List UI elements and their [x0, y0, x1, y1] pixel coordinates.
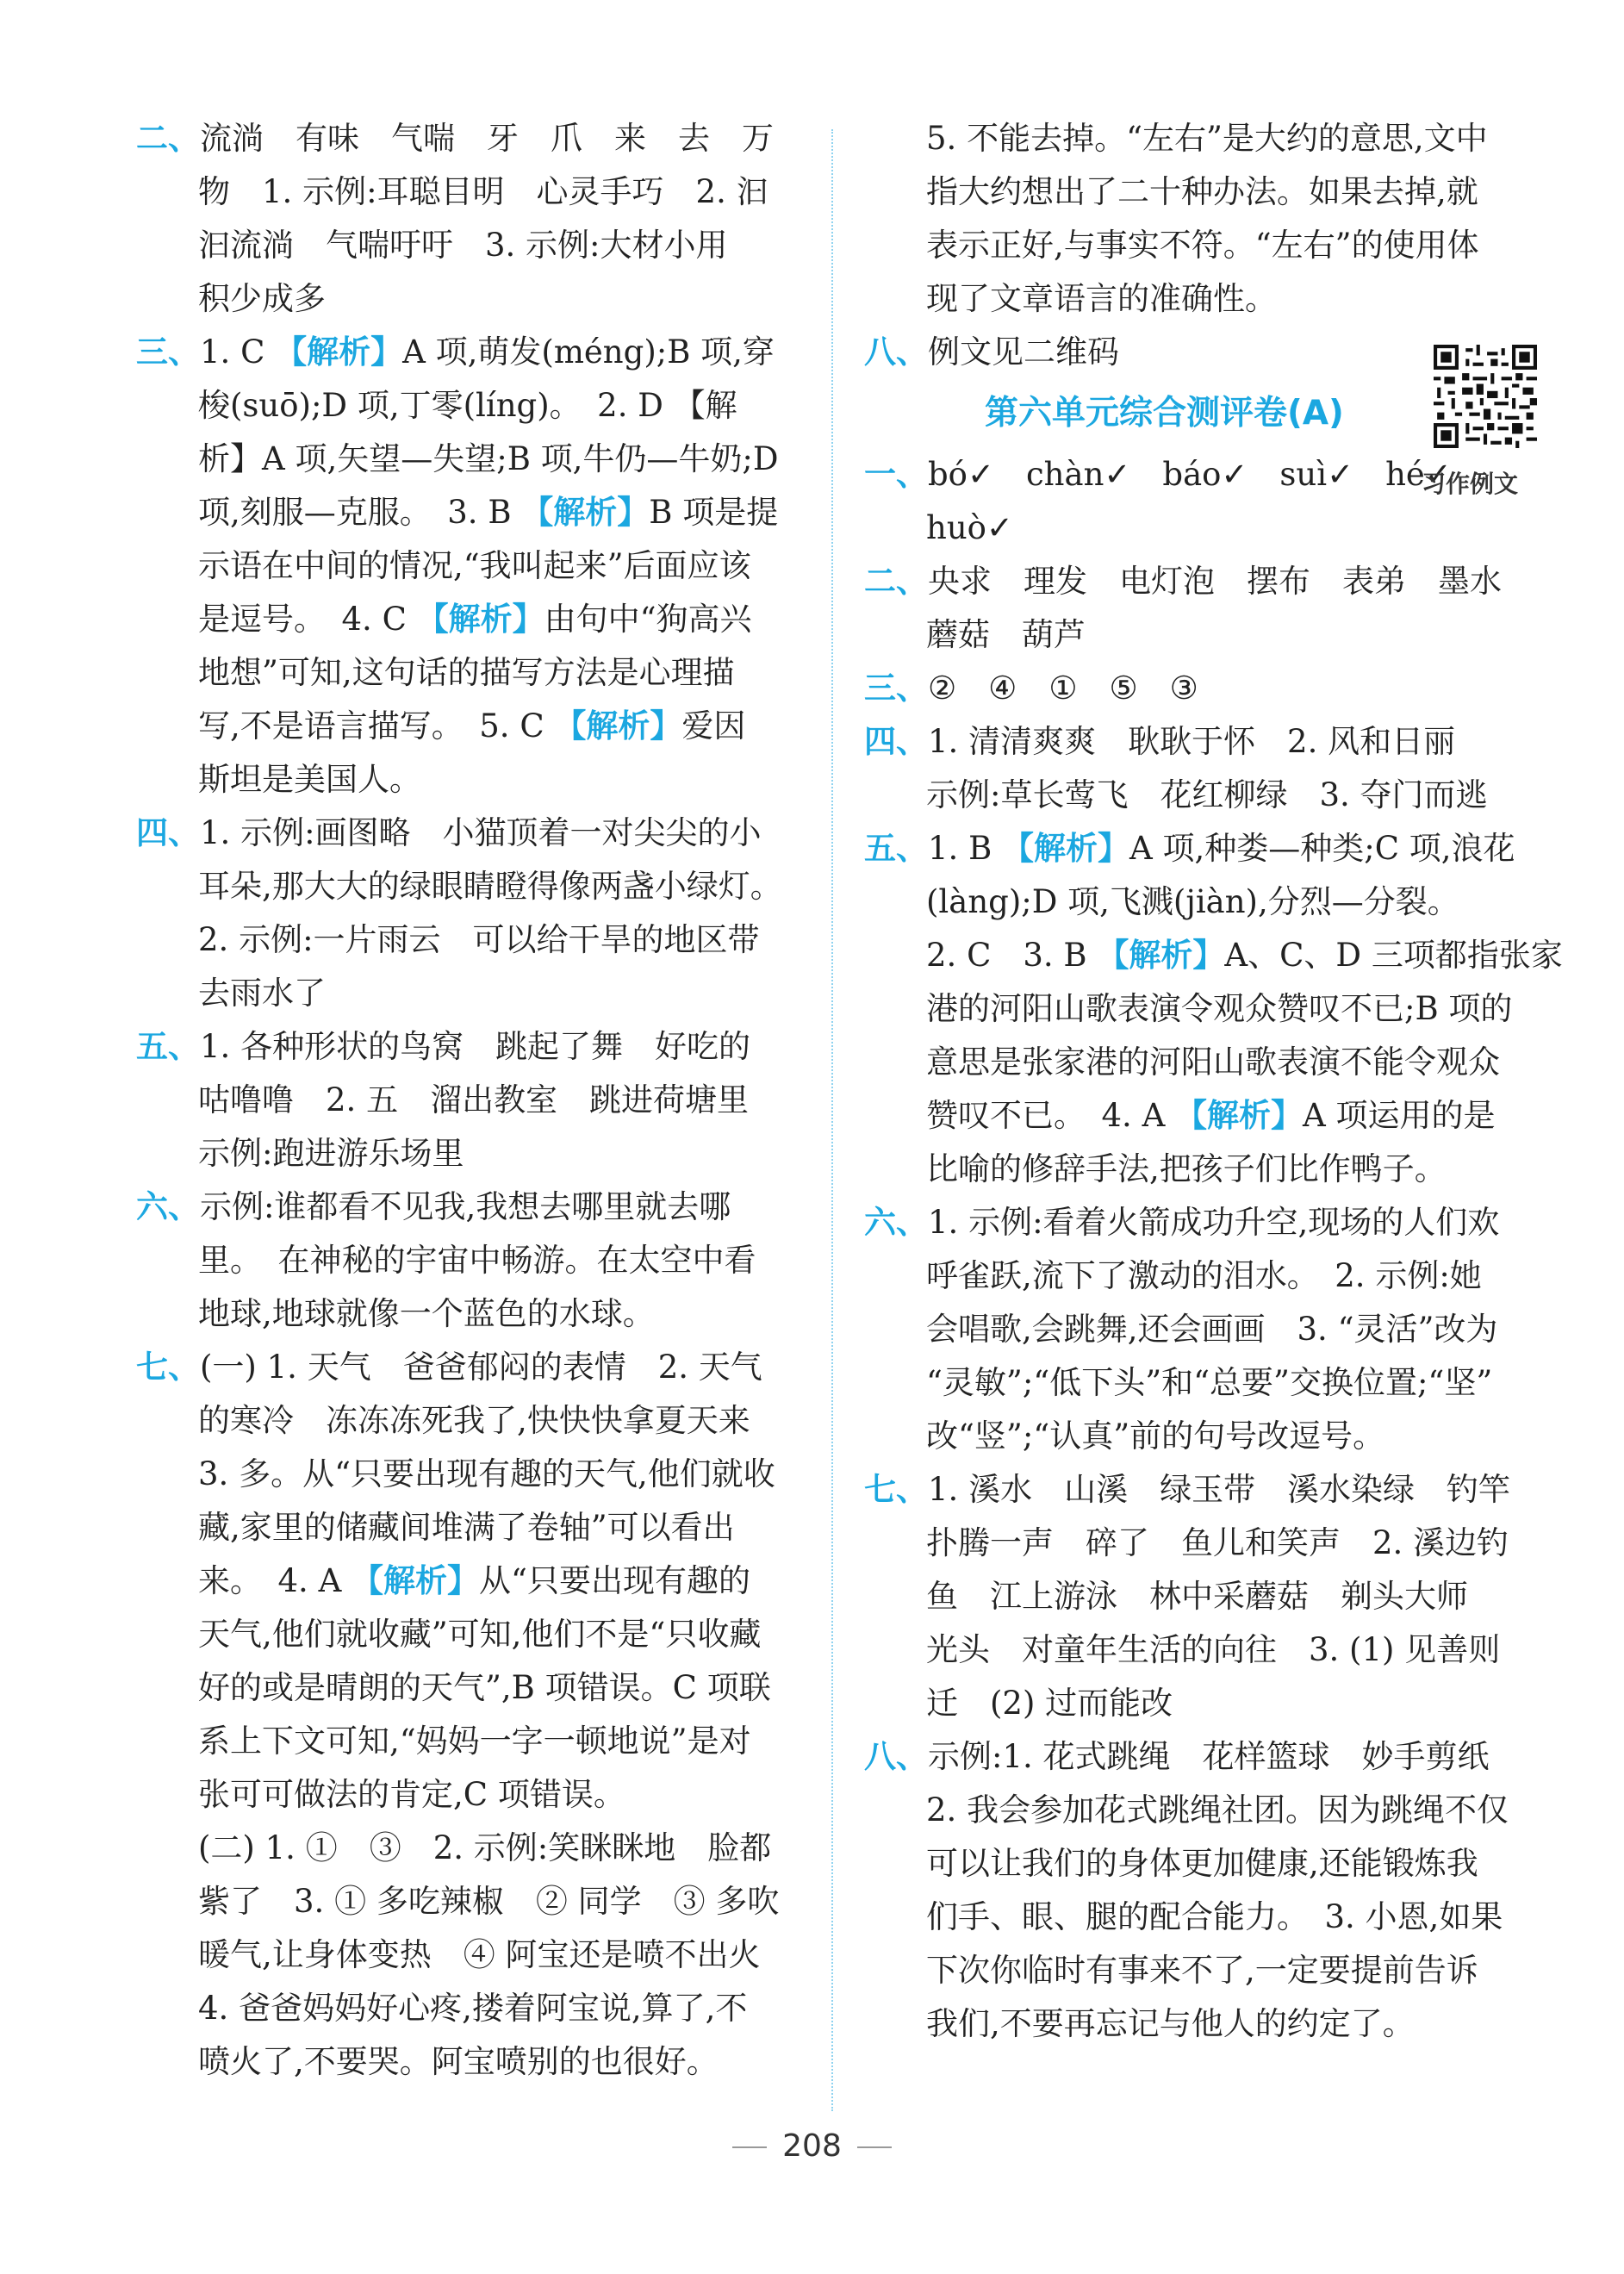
answer-line [864, 1623, 1545, 1677]
answer-text: 咕噜噜 2. 五 溜出教室 跳进荷塘里 [198, 1081, 750, 1118]
answer-line [864, 662, 1545, 715]
answer-line [864, 1036, 1545, 1089]
answer-line [136, 967, 808, 1020]
answer-line [864, 1891, 1545, 1944]
answer-text: 析】A 项,矢望—失望;B 项,牛仍—牛奶;D [198, 440, 779, 477]
section-marker: 六、 [864, 1204, 928, 1241]
answer-text: 是逗号。 4. C 【解析】由句中“狗高兴 [198, 601, 752, 638]
answer-line [864, 929, 1563, 982]
answer-text: 项,刻服—克服。 3. B 【解析】B 项是提 [198, 494, 779, 531]
answer-line [864, 502, 1545, 555]
answer-line [864, 219, 1545, 272]
answer-text: 会唱歌,会跳舞,还会画画 3. “灵活”改为 [926, 1311, 1498, 1348]
analysis-tag: 【解析】 [1097, 937, 1225, 974]
answer-line [136, 1448, 808, 1501]
answer-text: 4. 爸爸妈妈好心疼,搂着阿宝说,算了,不 [198, 1990, 748, 2027]
answer-text: 1. 溪水 山溪 绿玉带 溪水染绿 钓竿 [928, 1471, 1511, 1508]
answer-text: 示语在中间的情况,“我叫起来”后面应该 [198, 547, 751, 584]
answer-line [864, 1677, 1545, 1730]
answer-line [864, 1196, 1545, 1249]
answer-line [864, 1997, 1545, 2051]
page-number-dash-right [857, 2146, 892, 2148]
answer-text: 表示正好,与事实不符。“左右”的使用体 [926, 227, 1479, 264]
answer-text: 积少成多 [198, 280, 326, 317]
answer-text: “灵敏”;“低下头”和“总要”交换位置;“坚” [926, 1364, 1493, 1401]
section-marker: 八、 [864, 1738, 928, 1775]
answer-text: 可以让我们的身体更加健康,还能锻炼我 [926, 1845, 1478, 1882]
answer-text: 好的或是晴朗的天气”,B 项错误。C 项联 [198, 1669, 771, 1706]
answer-line [136, 1661, 808, 1715]
answer-text: 央求 理发 电灯泡 摆布 表弟 墨水 [928, 563, 1502, 600]
answer-text: 例文见二维码 [928, 333, 1119, 371]
analysis-tag: 【解析】 [1175, 1097, 1304, 1134]
section-marker: 五、 [864, 830, 928, 867]
answer-text: 示例:1. 花式跳绳 花样篮球 妙手剪纸 [928, 1738, 1490, 1775]
answer-text: (一) 1. 天气 爸爸郁闷的表情 2. 天气 [200, 1349, 762, 1386]
answer-line [136, 2035, 808, 2089]
answer-line [136, 1394, 808, 1448]
answer-text: 紫了 3. ① 多吃辣椒 ② 同学 ③ 多吹 [198, 1883, 780, 1920]
answer-text: 光头 对童年生活的向往 3. (1) 见善则 [926, 1631, 1501, 1668]
answer-text: 1. 各种形状的鸟窝 跳起了舞 好吃的 [200, 1028, 751, 1065]
answer-text: 1. B 【解析】A 项,种娄—种类;C 项,浪花 [928, 830, 1515, 867]
answer-text: 迁 (2) 过而能改 [926, 1685, 1173, 1722]
answer-text: 示例:跑进游乐场里 [198, 1135, 464, 1172]
answer-text: 比喻的修辞手法,把孩子们比作鸭子。 [926, 1150, 1447, 1187]
answer-line [136, 1074, 808, 1127]
answer-line [136, 1287, 808, 1341]
section-marker: 四、 [136, 814, 200, 851]
answer-line [864, 555, 1545, 608]
answer-text: 系上下文可知,“妈妈一字一顿地说”是对 [198, 1723, 751, 1760]
answer-text: 1. 清清爽爽 耿耿于怀 2. 风和日丽 [928, 723, 1456, 760]
section-marker: 三、 [864, 670, 928, 707]
section-marker: 七、 [136, 1349, 200, 1386]
answer-text: 改“竖”;“认真”前的句号改逗号。 [926, 1417, 1385, 1455]
answer-line [136, 486, 808, 539]
answer-line [136, 539, 808, 593]
answer-line [136, 1127, 808, 1181]
answer-text: 去雨水了 [198, 975, 326, 1012]
answer-text: 1. 示例:看着火箭成功升空,现场的人们欢 [928, 1204, 1500, 1241]
answer-line [136, 219, 808, 272]
answer-text: ② ④ ① ⑤ ③ [928, 670, 1198, 707]
section-marker: 七、 [864, 1471, 928, 1508]
answer-text: bó✓ chàn✓ báo✓ suì✓ hé✓ [928, 456, 1452, 493]
answer-line [136, 379, 808, 433]
answer-text: 地想”可知,这句话的描写方法是心理描 [198, 654, 735, 691]
section-title: 第六单元综合测评卷(A) [985, 394, 1344, 433]
answer-line [864, 1303, 1545, 1356]
answer-line [864, 1249, 1545, 1303]
answer-line [136, 860, 808, 913]
answer-text: 里。 在神秘的宇宙中畅游。在太空中看 [198, 1242, 756, 1279]
answer-line [864, 1730, 1545, 1784]
answer-line [864, 1410, 1545, 1463]
answer-line [136, 1020, 808, 1074]
answer-text: huò✓ [926, 509, 1013, 546]
section-marker: 八、 [864, 333, 928, 371]
page-number-value: 208 [782, 2128, 842, 2164]
answer-text: 扑腾一声 碎了 鱼儿和笑声 2. 溪边钓 [926, 1524, 1509, 1561]
answer-text: 天气,他们就收藏”可知,他们不是“只收藏 [198, 1616, 762, 1653]
answer-text: 呼雀跃,流下了激动的泪水。 2. 示例:她 [926, 1257, 1482, 1294]
analysis-tag: 【解析】 [352, 1562, 480, 1599]
answer-line [864, 1143, 1545, 1196]
answer-line [136, 593, 808, 646]
answer-line [136, 165, 808, 219]
answer-text: 赞叹不已。 4. A 【解析】A 项运用的是 [926, 1097, 1496, 1134]
section-marker: 五、 [136, 1028, 200, 1065]
answer-text: 现了文章语言的准确性。 [926, 280, 1277, 317]
answer-line [864, 1089, 1545, 1143]
answer-text: (làng);D 项,飞溅(jiàn),分烈—分裂。 [926, 883, 1459, 920]
answer-text: 示例:谁都看不见我,我想去哪里就去哪 [200, 1188, 731, 1225]
answer-line [136, 913, 808, 967]
answer-line [136, 1715, 808, 1768]
answer-line [136, 1234, 808, 1287]
answer-text: 2. 示例:一片雨云 可以给干旱的地区带 [198, 921, 760, 958]
answer-text: 藏,家里的储藏间堆满了卷轴”可以看出 [198, 1509, 735, 1546]
answer-line [864, 1356, 1545, 1410]
answer-text: 1. C 【解析】A 项,萌发(méng);B 项,穿 [200, 333, 775, 371]
answer-text: 流淌 有味 气喘 牙 爪 来 去 万 [200, 120, 774, 157]
answer-line [136, 753, 808, 807]
answer-text: 们手、眼、腿的配合能力。 3. 小恩,如果 [926, 1898, 1503, 1935]
answer-text: 示例:草长莺飞 花红柳绿 3. 夺门而逃 [926, 776, 1488, 813]
answer-text: 5. 不能去掉。“左右”是大约的意思,文中 [926, 120, 1488, 157]
answer-text: 鱼 江上游泳 林中采蘑菇 剃头大师 [926, 1578, 1468, 1615]
answer-text: 张可可做法的肯定,C 项错误。 [198, 1776, 625, 1813]
answer-line [864, 112, 1545, 165]
column-divider [831, 129, 833, 2111]
answer-text: 意思是张家港的河阳山歌表演不能令观众 [926, 1044, 1500, 1081]
answer-line [136, 646, 808, 700]
answer-line [136, 1181, 808, 1234]
answer-line [136, 326, 808, 379]
answer-text: 喷火了,不要哭。阿宝喷别的也很好。 [198, 2043, 719, 2080]
left-column [136, 112, 808, 2089]
answer-text: 斯坦是美国人。 [198, 761, 421, 798]
answer-text: 梭(suō);D 项,丁零(líng)。 2. D 【解 [198, 387, 737, 424]
analysis-tag: 【解析】 [554, 707, 682, 745]
answer-text: 暖气,让身体变热 ④ 阿宝还是喷不出火 [198, 1936, 761, 1973]
answer-line [136, 1982, 808, 2035]
answer-text: 写,不是语言描写。 5. C 【解析】爱因 [198, 707, 746, 745]
answer-line [136, 1928, 808, 1982]
answer-text: 港的河阳山歌表演令观众赞叹不已;B 项的 [926, 990, 1513, 1027]
answer-line [136, 272, 808, 326]
answer-text: 蘑菇 葫芦 [926, 616, 1086, 653]
answer-line [864, 1570, 1545, 1623]
answer-line [136, 1768, 808, 1822]
answer-line [864, 769, 1545, 822]
answer-text: 地球,地球就像一个蓝色的水球。 [198, 1295, 655, 1332]
answer-text: 指大约想出了二十种办法。如果去掉,就 [926, 173, 1478, 210]
qr-code-icon[interactable] [1430, 345, 1540, 448]
answer-line [136, 433, 808, 486]
section-marker: 一、 [864, 456, 928, 493]
section-marker: 四、 [864, 723, 928, 760]
answer-line [864, 1944, 1545, 1997]
answer-line [136, 112, 808, 165]
answer-line [136, 700, 808, 753]
page-number [0, 2128, 1624, 2164]
analysis-tag: 【解析】 [275, 333, 403, 371]
answer-line [864, 1784, 1545, 1837]
answer-line [864, 165, 1545, 219]
answer-line [136, 1554, 808, 1608]
analysis-tag: 【解析】 [521, 494, 650, 531]
answer-line [136, 1822, 808, 1875]
answer-text: 2. 我会参加花式跳绳社团。因为跳绳不仅 [926, 1791, 1509, 1829]
answer-text: 2. C 3. B 【解析】A、C、D 三项都指张家 [926, 937, 1563, 974]
qr-caption: 习作例文 [1422, 470, 1519, 498]
answer-text: 来。 4. A 【解析】从“只要出现有趣的 [198, 1562, 750, 1599]
answer-line [136, 1341, 808, 1394]
section-marker: 六、 [136, 1188, 200, 1225]
answer-line [136, 1875, 808, 1928]
answer-line [864, 1463, 1545, 1517]
answer-line [864, 1837, 1545, 1891]
analysis-tag: 【解析】 [1002, 830, 1130, 867]
answer-text: 耳朵,那大大的绿眼睛瞪得像两盏小绿灯。 [198, 868, 782, 905]
answer-text: 汩流淌 气喘吁吁 3. 示例:大材小用 [198, 227, 728, 264]
answer-line [136, 1608, 808, 1661]
answer-line [864, 1517, 1545, 1570]
answer-line [864, 272, 1545, 326]
analysis-tag: 【解析】 [416, 601, 544, 638]
answer-line [864, 982, 1545, 1036]
answer-text: 我们,不要再忘记与他人的约定了。 [926, 2005, 1415, 2042]
answer-text: 3. 多。从“只要出现有趣的天气,他们就收 [198, 1455, 775, 1492]
answer-text: 下次你临时有事来不了,一定要提前告诉 [926, 1952, 1478, 1989]
answer-text: 1. 示例:画图略 小猫顶着一对尖尖的小 [200, 814, 762, 851]
answer-text: 的寒冷 冻冻冻死我了,快快快拿夏天来 [198, 1402, 750, 1439]
answer-line [864, 875, 1545, 929]
section-marker: 三、 [136, 333, 200, 371]
answer-line [136, 807, 808, 860]
answer-line [864, 715, 1545, 769]
section-marker: 二、 [864, 563, 928, 600]
answer-text: 物 1. 示例:耳聪目明 心灵手巧 2. 汩 [198, 173, 768, 210]
page-number-dash-left [732, 2146, 767, 2148]
answer-line [864, 608, 1545, 662]
section-marker: 二、 [136, 120, 200, 157]
answer-line [136, 1501, 808, 1554]
answer-line [864, 822, 1545, 875]
answer-text: (二) 1. ① ③ 2. 示例:笑眯眯地 脸都 [198, 1829, 772, 1866]
